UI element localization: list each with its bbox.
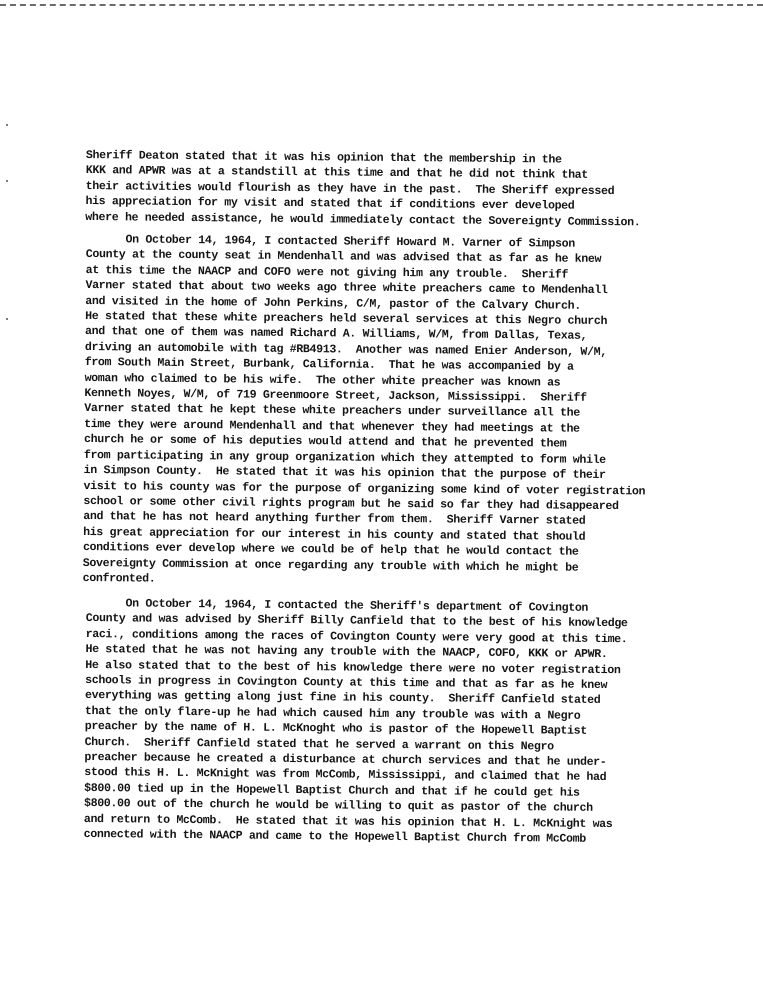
text-line: and visited in the home of John Perkins, C/M, pastor of the Calvary Church. <box>85 294 581 313</box>
paragraph-canfield <box>84 596 726 849</box>
text-line: Sheriff Deaton stated that it was his opinion that the membership in the <box>85 148 562 167</box>
text-line: confronted. <box>82 571 156 586</box>
text-line: that the only flare-up he had which caused him any trouble was with a Negro <box>84 704 581 723</box>
text-line: and return to McComb. He stated that it was his opinion that H. L. McKnight was <box>83 812 613 831</box>
text-line: $800.00 out of the church he would be willing to quit as pastor of the church <box>83 797 593 816</box>
text-line: County and was advised by Sheriff Billy Canfield that to the best of his knowledge <box>85 612 628 631</box>
text-line: Varner stated that he kept these white preachers under surveillance all the <box>84 402 580 421</box>
text-line: his great appreciation for our interest in his county and stated that should <box>83 525 586 544</box>
text-line: stood this H. L. McKnight was from McComb, Mississippi, and claimed that he had <box>84 766 607 785</box>
paragraph-deaton <box>85 148 726 231</box>
text-line: time they were around Mendenhall and that whenever they had meetings at the <box>84 417 580 436</box>
text-line: Church. Sheriff Canfield stated that he served a warrant on this Negro <box>84 735 554 754</box>
text-line: and that one of them was named Richard A. Williams, W/M, from Dallas, Texas, <box>84 325 588 344</box>
text-line: Sovereignty Commission at once regarding any trouble with which he might be <box>82 556 579 575</box>
text-line: He stated that these white preachers held several services at this Negro church <box>85 310 608 329</box>
text-line: schools in progress in Covington County at this time and that as far as he knew <box>85 674 608 693</box>
paragraph-varner <box>83 232 726 592</box>
text-line: raci., conditions among the races of Covington County were very good at this time. <box>85 627 628 647</box>
text-line: He also stated that to the best of his knowledge there were no voter registration <box>85 658 621 677</box>
scan-speck <box>6 124 8 126</box>
text-line: Kenneth Noyes, W/M, of 719 Greenmoore Street, Jackson, Mississippi. Sheriff <box>84 387 587 405</box>
scan-speck <box>6 180 8 182</box>
paragraph-text <box>83 232 726 592</box>
text-line: their activities would flourish as they have in the past. The Sheriff expressed <box>85 179 615 198</box>
text-line: from South Main Street, Burbank, California. That he was accompanied by a <box>84 356 574 374</box>
text-line: On October 14, 1964, I contacted the Sheriff's department of Covington <box>85 596 589 615</box>
text-line: church he or some of his deputies would attend and that he prevented them <box>83 433 567 451</box>
text-line: in Simpson County. He stated that it was his opinion that the purpose of their <box>83 464 606 483</box>
text-line: where he needed assistance, he would immediately contact the Sovereignty Commission. <box>85 210 641 229</box>
text-line: visit to his county was for the purpose of organizing some kind of voter registration <box>83 479 646 498</box>
text-line: everything was getting along just fine in his county. Sheriff Canfield stated <box>84 689 601 708</box>
text-line: his appreciation for my visit and stated that if conditions ever developed <box>85 195 575 213</box>
scan-speck <box>6 318 8 320</box>
text-line: school or some other civil rights program but he said so far they had disappeared <box>83 494 619 514</box>
text-line: conditions ever develop where we could be of help that he would contact the <box>82 541 579 559</box>
text-line: He stated that he was not having any trouble with the NAACP, COFO, KKK or APWR. <box>85 643 608 662</box>
text-line: at this time the NAACP and COFO were not giving him any trouble. Sheriff <box>85 263 569 282</box>
text-line: from participating in any group organization which they attempted to form while <box>83 448 606 467</box>
text-line: KKK and APWR was at a standstill at this time and that he did not think that <box>85 164 588 183</box>
text-line: On October 14, 1964, I contacted Sheriff Howard M. Varner of Simpson <box>85 232 575 251</box>
text-line: preacher by the name of H. L. McKnoght who is pastor of the Hopewell Baptist <box>84 720 587 739</box>
text-line: preacher because he created a disturbance at church services and that he under- <box>84 751 607 770</box>
text-line: connected with the NAACP and came to the Hopewell Baptist Church from McComb <box>83 828 586 846</box>
paragraph-text <box>84 596 726 849</box>
scan-top-border <box>0 4 763 6</box>
text-line: County at the county seat in Mendenhall and was advised that as far as he knew <box>85 248 602 267</box>
text-line: Varner stated that about two weeks ago three white preachers came to Mendenhall <box>85 279 608 298</box>
text-line: driving an automobile with tag #RB4913. Another was named Enier Anderson, W/M, <box>84 340 607 359</box>
text-line: $800.00 tied up in the Hopewell Baptist Church and that if he could get his <box>84 781 580 800</box>
text-line: woman who claimed to be his wife. The other white preacher was known as <box>84 371 561 390</box>
text-line: and that he has not heard anything further from them. Sheriff Varner stated <box>83 510 586 529</box>
paragraph-text <box>85 148 726 231</box>
